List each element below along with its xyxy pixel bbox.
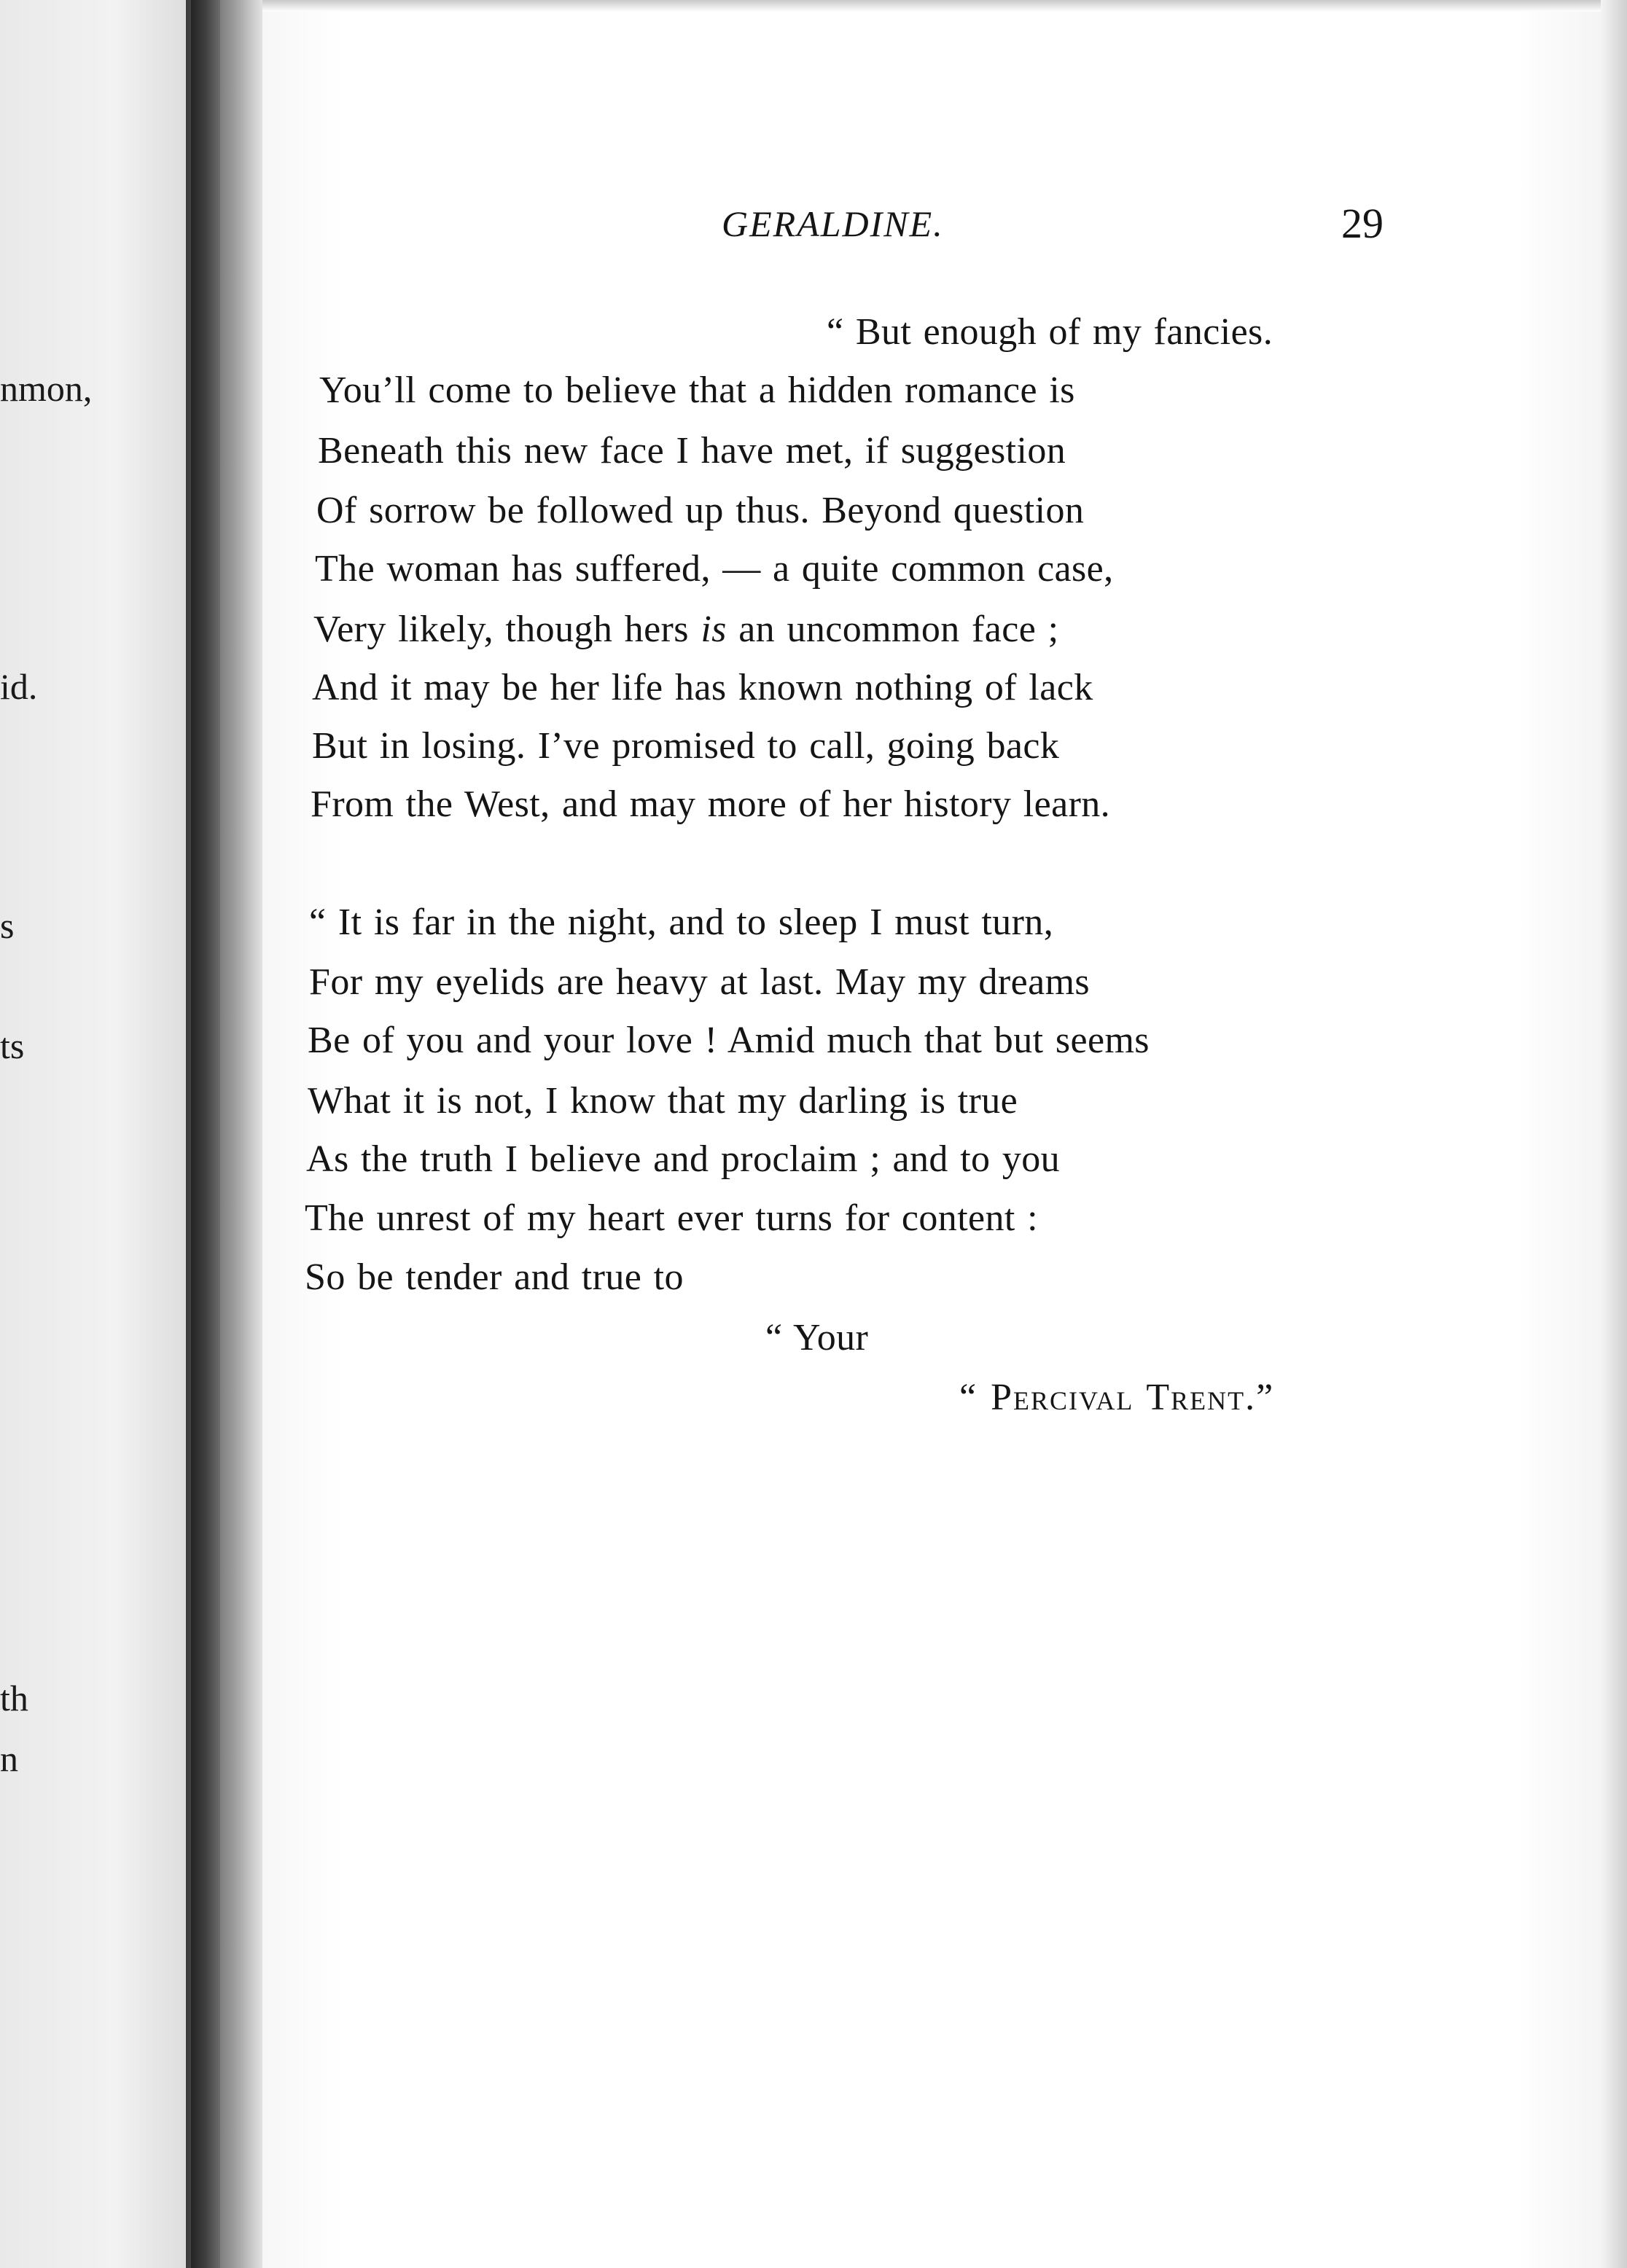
page-top-shadow xyxy=(262,0,1627,12)
book-spine-shadow xyxy=(191,0,220,2268)
previous-page-edge xyxy=(0,0,191,2268)
left-page-fragment: th xyxy=(0,1678,28,1718)
poem-line: So be tender and true to xyxy=(305,1256,684,1298)
poem-line xyxy=(313,611,1058,649)
closing-your: “ Your xyxy=(765,1317,869,1358)
left-page-fragment: id. xyxy=(0,666,38,707)
left-page-fragment: nmon, xyxy=(0,368,93,409)
poem-line: From the West, and may more of her history learn. xyxy=(311,783,1111,825)
poem-line-text: Very likely, though hers xyxy=(313,609,701,650)
emphasized-word: is xyxy=(701,609,727,650)
poem-line: Beneath this new face I have met, if suggestion xyxy=(318,430,1066,472)
poem-line: For my eyelids are heavy at last. May my dreams xyxy=(309,961,1090,1003)
poem-line: You’ll come to believe that a hidden romance is xyxy=(319,369,1075,411)
poem-line: Be of you and your love ! Amid much that but seems xyxy=(308,1020,1150,1061)
poem-line: The unrest of my heart ever turns for content : xyxy=(305,1197,1039,1239)
poem-line: “ But enough of my fancies. xyxy=(827,311,1273,353)
poem-line-text: an uncommon face ; xyxy=(726,609,1059,650)
poem-line: But in losing. I’ve promised to call, going back xyxy=(312,725,1060,767)
page-number: 29 xyxy=(1341,200,1384,247)
signature: “ Percival Trent.” xyxy=(959,1377,1275,1418)
poem-line: As the truth I believe and proclaim ; and to you xyxy=(306,1138,1061,1180)
left-page-fragment: ts xyxy=(0,1025,25,1066)
poem-line: Of sorrow be followed up thus. Beyond question xyxy=(316,490,1085,531)
left-page-fragment: s xyxy=(0,905,15,946)
running-head: GERALDINE. xyxy=(722,203,944,244)
poem-line: The woman has suffered, — a quite common case, xyxy=(315,548,1114,590)
page-right-edge xyxy=(1601,0,1627,2268)
left-page-fragment: n xyxy=(0,1738,18,1779)
poem-line: What it is not, I know that my darling is true xyxy=(308,1080,1018,1122)
poem-line: And it may be her life has known nothing of lack xyxy=(312,667,1093,708)
poem-line: “ It is far in the night, and to sleep I must turn, xyxy=(309,902,1054,943)
